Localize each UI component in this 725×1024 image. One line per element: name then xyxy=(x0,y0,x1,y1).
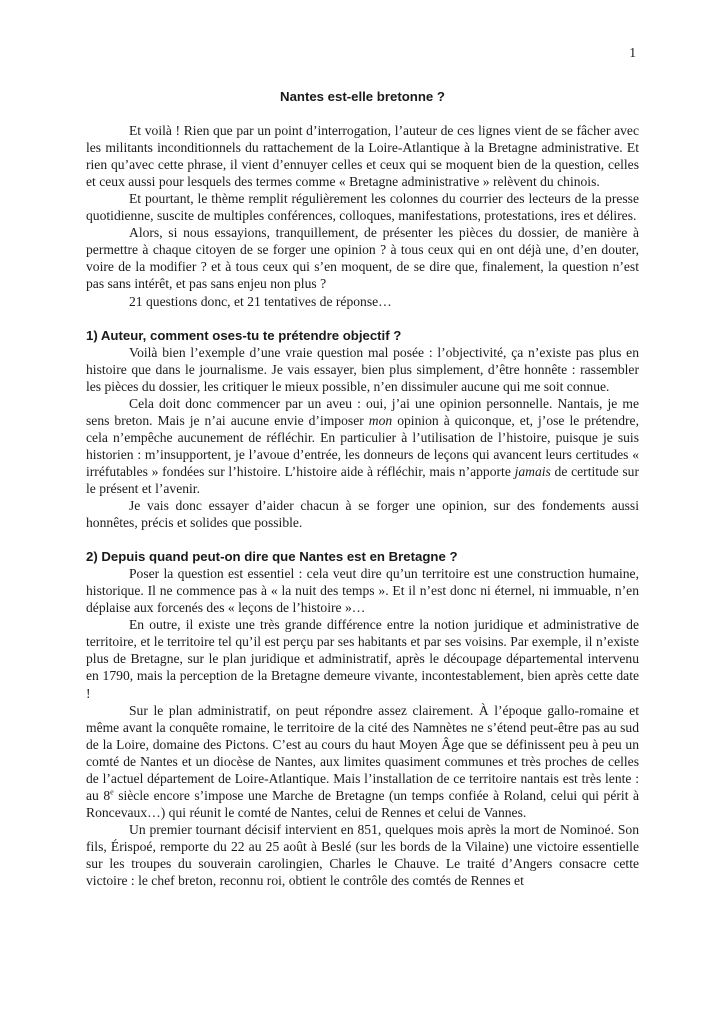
text-run: Sur le plan administratif, on peut répondre assez clairement. À l’époque gallo-romaine et même avant la conquête romaine, le territoire de la cité des Namnètes ne s’étend peut-être pas au sud de la Loire, domaine des Pictons. C’est au cours du haut Moyen Âge que se définissent peu à peu un comté de Nantes et un diocèse de Nantes, aux limites quasiment communes et très proches de celles de l’actuel département de Loire-Atlantique. Mais l’installation de ce territoire nantais est très lente : au 8 xyxy=(86,702,639,803)
document-body xyxy=(86,88,639,889)
section-heading: 2) Depuis quand peut-on dire que Nantes est en Bretagne ? xyxy=(86,549,458,565)
emphasis-text: jamais xyxy=(514,463,551,479)
text-run: opinion à quiconque, et, j’ose le prétendre, cela n’empêche aucunement de réfléchir. En particulier à l’utilisation de l’histoire, puisque je suis historien : m’insupportent, je l’avoue d’entrée, les donneurs de leçons qui avancent leurs certitudes « irréfutables » fondées sur l’histoire. L’histoire aide à réfléchir, mais n’apporte xyxy=(86,412,639,479)
intro-paragraph: Alors, si nous essayions, tranquillement, de présenter les pièces du dossier, de manière à permettre à chaque citoyen de se forger une opinion ? à tous ceux qui en ont déjà une, d’en douter, voire de la modifier ? et à tous ceux qui s’en moquent, de se dire que, finalement, la question n’est pas sans intérêt, et pas sans enjeu non plus ? xyxy=(86,225,639,292)
section-paragraph: Voilà bien l’exemple d’une vraie question mal posée : l’objectivité, ça n’existe pas plus en histoire que dans le journalisme. Je vais essayer, bien plus simplement, d’être honnête : rassembler les pièces du dossier, les critiquer le mieux possible, n’en dissimuler aucune qui me soit connue. xyxy=(86,344,639,394)
section-paragraph: En outre, il existe une très grande différence entre la notion juridique et administrative de territoire, et le territoire tel qu’il est perçu par ses habitants et par ses voisins. Par exemple, il n’existe plus de Bretagne, sur le plan juridique et administratif, après le découpage départemental intervenu en 1790, mais la perception de la Bretagne demeure vivante, incontestablement, bien après cette date ! xyxy=(86,617,639,701)
intro-paragraph: Et pourtant, le thème remplit régulièrement les colonnes du courrier des lecteurs de la presse quotidienne, suscite de multiples conférences, colloques, manifestations, protestations, ires et délires. xyxy=(86,191,639,224)
emphasis-text: mon xyxy=(368,412,393,428)
section-paragraph xyxy=(86,395,639,497)
document-title: Nantes est-elle bretonne ? xyxy=(280,89,445,104)
section-heading: 1) Auteur, comment oses-tu te prétendre objectif ? xyxy=(86,327,402,343)
section-paragraph: Je vais donc essayer d’aider chacun à se forger une opinion, sur des fondements aussi honnêtes, précis et solides que possible. xyxy=(86,498,639,531)
text-run: siècle encore s’impose une Marche de Bretagne (un temps confiée à Roland, celui qui périt à Roncevaux…) qui réunit le comté de Nantes, celui de Rennes et celui de Vannes. xyxy=(86,787,640,820)
page-number: 1 xyxy=(629,45,636,60)
section-paragraph xyxy=(86,702,639,821)
text-run: de certitude sur le présent et l’avenir. xyxy=(86,463,639,496)
section-paragraph: Poser la question est essentiel : cela veut dire qu’un territoire est une construction humaine, historique. Il ne commence pas à « la nuit des temps ». Et il n’est donc ni éternel, ni immuable, n’en déplaise aux forcenés des « leçons de l’histoire »… xyxy=(86,566,639,616)
superscript: e xyxy=(110,787,114,797)
intro-paragraph: Et voilà ! Rien que par un point d’interrogation, l’auteur de ces lignes vient de se fâcher avec les militants inconditionnels du rattachement de la Loire-Atlantique à la Bretagne administrative. Et rien qu’avec cette phrase, il vient d’ennuyer celles et ceux qui se moquent bien de la question, celles et ceux aussi pour lesquels des termes comme « Bretagne administrative » relèvent du chinois. xyxy=(86,123,639,190)
section-paragraph: Un premier tournant décisif intervient en 851, quelques mois après la mort de Nominoé. Son fils, Érispoé, remporte du 22 au 25 août à Beslé (sur les bords de la Vilaine) une victoire essentielle sur les troupes du souverain carolingien, Charles le Chauve. Le traité d’Angers consacre cette victoire : le chef breton, reconnu roi, obtient le contrôle des comtés de Rennes et xyxy=(86,821,639,889)
intro-paragraph: 21 questions donc, et 21 tentatives de réponse… xyxy=(129,293,392,309)
text-run: Cela doit donc commencer par un aveu : oui, j’ai une opinion personnelle. Nantais, je me sens breton. Mais je n’ai aucune envie d’imposer xyxy=(86,395,639,428)
